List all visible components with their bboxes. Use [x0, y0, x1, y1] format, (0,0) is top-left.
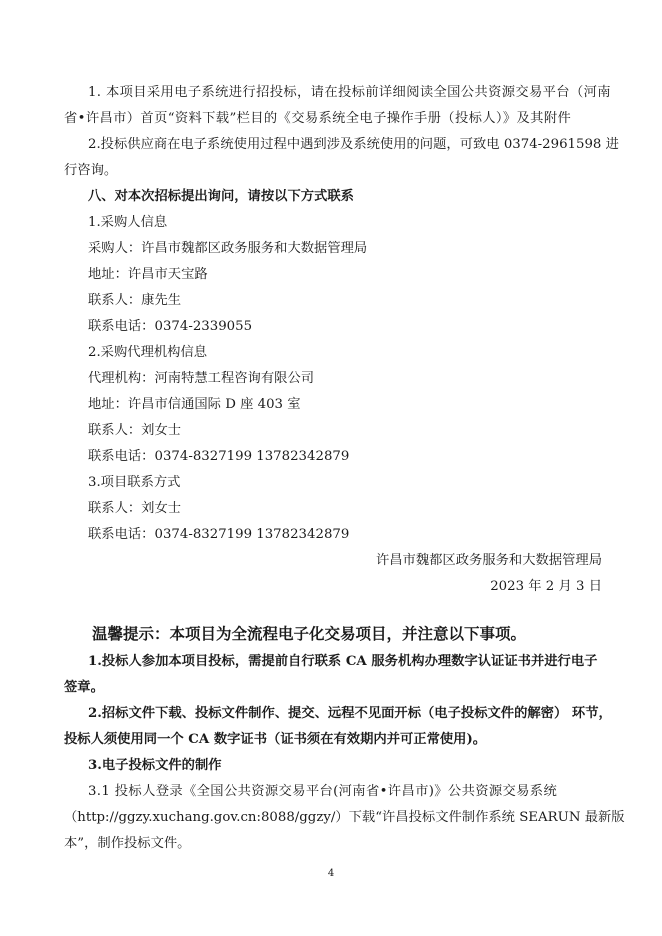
project-contact-heading: 3.项目联系方式: [88, 475, 181, 490]
agency-heading: 2.采购代理机构信息: [88, 345, 208, 360]
agency-address: 地址：许昌市信通国际 D 座 403 室: [88, 397, 301, 412]
note-2-line-2: 行咨询。: [64, 163, 118, 178]
agency-contact: 联系人：刘女士: [88, 423, 182, 438]
purchaser-contact: 联系人：康先生: [88, 293, 182, 308]
tip-3-1-line-2: （http://ggzy.xuchang.gov.cn:8088/ggzy/）下载“许昌投标文件制作系统 SEARUN 最新版: [64, 810, 625, 825]
purchaser-name: 采购人：许昌市魏都区政务服务和大数据管理局: [88, 241, 368, 256]
tip-1-line-2: 签章。: [64, 680, 104, 695]
section-8-heading: 八、对本次招标提出询问，请按以下方式联系: [88, 189, 354, 204]
tips-title: 温馨提示：本项目为全流程电子化交易项目，并注意以下事项。: [92, 624, 527, 643]
tip-1-line-1: 1.投标人参加本项目投标，需提前自行联系 CA 服务机构办理数字认证证书并进行电子: [88, 654, 598, 669]
tip-2-line-1: 2.招标文件下载、投标文件制作、提交、远程不见面开标（电子投标文件的解密） 环节，: [88, 706, 612, 721]
signature-org: 许昌市魏都区政务服务和大数据管理局: [375, 553, 602, 568]
tip-3-1-line-3: 本”，制作投标文件。: [64, 836, 191, 851]
tip-3-heading: 3.电子投标文件的制作: [88, 758, 222, 773]
note-1-line-2: 省•许昌市）首页“资料下载”栏目的《交易系统全电子操作手册（投标人）》及其附件: [64, 111, 572, 126]
purchaser-phone: 联系电话：0374-2339055: [88, 319, 253, 334]
signature-date: 2023 年 2 月 3 日: [490, 579, 602, 594]
tip-2-line-2: 投标人须使用同一个 CA 数字证书（证书须在有效期内并可正常使用)。: [64, 732, 487, 747]
project-contact: 联系人：刘女士: [88, 501, 182, 516]
agency-phone: 联系电话：0374-8327199 13782342879: [88, 449, 350, 464]
note-2-line-1: 2.投标供应商在电子系统使用过程中遇到涉及系统使用的问题，可致电 0374-2961598 进: [88, 137, 619, 152]
purchaser-heading: 1.采购人信息: [88, 215, 168, 230]
purchaser-address: 地址：许昌市天宝路: [88, 267, 208, 282]
note-1-line-1: 1. 本项目采用电子系统进行招投标，请在投标前详细阅读全国公共资源交易平台（河南: [88, 85, 611, 100]
project-phone: 联系电话：0374-8327199 13782342879: [88, 527, 350, 542]
page-number: 4: [327, 868, 335, 879]
agency-name: 代理机构：河南特慧工程咨询有限公司: [88, 371, 315, 386]
tip-3-1-line-1: 3.1 投标人登录《全国公共资源交易平台(河南省•许昌市)》公共资源交易系统: [88, 784, 558, 799]
